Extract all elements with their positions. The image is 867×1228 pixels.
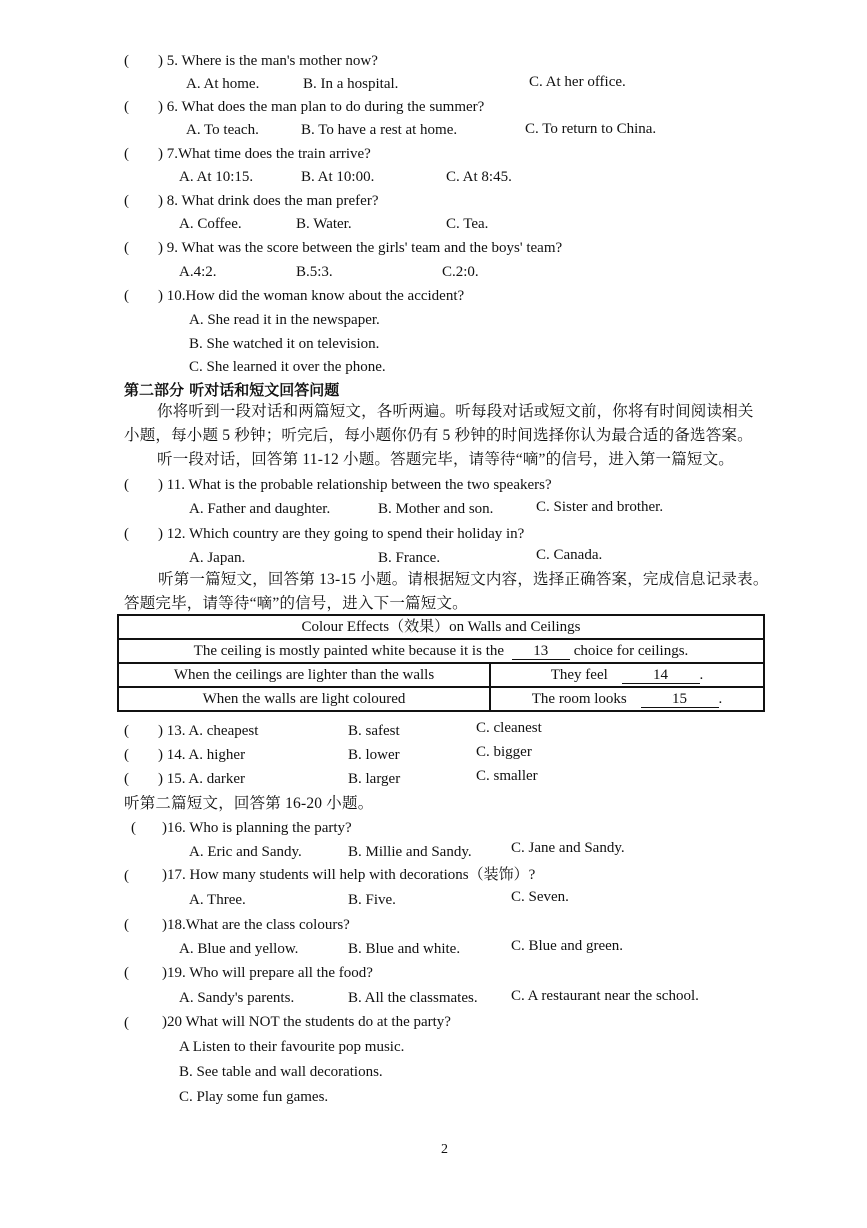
option-b: B. In a hospital. xyxy=(303,76,399,92)
option-c: C. She learned it over the phone. xyxy=(189,359,386,375)
table-cell-right xyxy=(490,687,764,711)
passage-1-instruction-1: 听第一篇短文，回答第 13-15 小题。请根据短文内容，选择正确答案，完成信息记录表。 xyxy=(158,571,769,588)
option-a: A. Japan. xyxy=(189,550,246,566)
blank-15: 15 xyxy=(641,692,719,708)
section-intro-line-3: 听一段对话，回答第 11-12 小题。答题完毕，请等待“嘀”的信号，进入第一篇短文。 xyxy=(157,451,734,468)
row-text: They feel xyxy=(550,667,608,683)
option-c: C.2:0. xyxy=(442,264,479,280)
question-stem: ) 11. What is the probable relationship between the two speakers? xyxy=(158,477,552,493)
question-stem: )16. Who is planning the party? xyxy=(162,820,352,836)
option-b: B.5:3. xyxy=(296,264,333,280)
option-b: B. She watched it on television. xyxy=(189,336,380,352)
option-b: B. safest xyxy=(348,723,400,739)
option-c: C. Canada. xyxy=(536,547,603,563)
passage-1-instruction-2: 答题完毕，请等待“嘀”的信号，进入下一篇短文。 xyxy=(124,595,468,612)
question-stem: )20 What will NOT the students do at the party? xyxy=(162,1014,451,1030)
table-row-ceiling xyxy=(118,639,764,663)
answer-paren: ( xyxy=(124,99,129,115)
option-a: A. Coffee. xyxy=(179,216,242,232)
option-c: C. bigger xyxy=(476,744,532,760)
option-b: B. lower xyxy=(348,747,400,763)
option-a: A. Father and daughter. xyxy=(189,501,331,517)
option-b: B. France. xyxy=(378,550,441,566)
row-text: The ceiling is mostly painted white because it is the xyxy=(193,643,505,659)
answer-paren: ( xyxy=(124,53,129,69)
option-a: A Listen to their favourite pop music. xyxy=(179,1039,405,1055)
question-stem: ) 14. A. higher xyxy=(158,747,246,763)
page-number: 2 xyxy=(441,1142,448,1157)
option-b: B. To have a rest at home. xyxy=(301,122,458,138)
option-b: B. larger xyxy=(348,771,401,787)
blank-13: 13 xyxy=(512,644,570,660)
option-c: C. Blue and green. xyxy=(511,938,624,954)
question-stem: ) 13. A. cheapest xyxy=(158,723,259,739)
option-b: B. Blue and white. xyxy=(348,941,461,957)
answer-paren: ( xyxy=(124,747,129,763)
question-stem: ) 5. Where is the man's mother now? xyxy=(158,53,378,69)
passage-2-instruction: 听第二篇短文，回答第 16-20 小题。 xyxy=(124,795,374,812)
question-stem: ) 10.How did the woman know about the accident? xyxy=(158,288,465,304)
option-b: B. Mother and son. xyxy=(378,501,494,517)
answer-paren: ( xyxy=(124,1015,129,1031)
answer-paren: ( xyxy=(124,146,129,162)
option-c: C. Jane and Sandy. xyxy=(511,840,625,856)
question-stem: )17. How many students will help with decorations（装饰）? xyxy=(162,867,536,883)
table-cell-right xyxy=(490,663,764,687)
option-a: A.4:2. xyxy=(179,264,217,280)
answer-paren: ( xyxy=(124,526,129,542)
question-stem: ) 9. What was the score between the girls' team and the boys' team? xyxy=(158,240,563,256)
answer-paren: ( xyxy=(124,723,129,739)
answer-paren: ( xyxy=(131,820,136,836)
question-stem: )18.What are the class colours? xyxy=(162,917,350,933)
option-b: B. All the classmates. xyxy=(348,990,478,1006)
question-stem: ) 6. What does the man plan to do during the summer? xyxy=(158,99,485,115)
option-c: C. Play some fun games. xyxy=(179,1089,329,1105)
info-record-table xyxy=(117,614,765,712)
section-title: 第二部分 听对话和短文回答问题 xyxy=(124,381,340,399)
option-c: C. A restaurant near the school. xyxy=(511,988,699,1004)
question-stem: ) 15. A. darker xyxy=(158,771,246,787)
answer-paren: ( xyxy=(124,965,129,981)
option-a: A. Blue and yellow. xyxy=(179,941,299,957)
answer-paren: ( xyxy=(124,193,129,209)
option-b: B. Millie and Sandy. xyxy=(348,844,472,860)
question-stem: )19. Who will prepare all the food? xyxy=(162,965,373,981)
table-cell-left: When the walls are light coloured xyxy=(118,687,490,711)
option-a: A. At home. xyxy=(186,76,260,92)
option-b: B. Water. xyxy=(296,216,352,232)
row-text: choice for ceilings. xyxy=(573,643,689,659)
row-text: . xyxy=(718,691,723,707)
table-title: Colour Effects（效果）on Walls and Ceilings xyxy=(118,615,764,639)
option-b: B. At 10:00. xyxy=(301,169,375,185)
question-stem: ) 12. Which country are they going to spend their holiday in? xyxy=(158,526,525,542)
option-c: C. Sister and brother. xyxy=(536,499,664,515)
option-a: A. Sandy's parents. xyxy=(179,990,295,1006)
blank-14: 14 xyxy=(622,668,700,684)
option-a: A. At 10:15. xyxy=(179,169,254,185)
answer-paren: ( xyxy=(124,917,129,933)
option-a: A. To teach. xyxy=(186,122,259,138)
option-c: C. Tea. xyxy=(446,216,489,232)
option-b: B. Five. xyxy=(348,892,396,908)
answer-paren: ( xyxy=(124,288,129,304)
option-a: A. Three. xyxy=(189,892,246,908)
section-intro-line-2: 小题，每小题 5 秒钟；听完后，每小题你仍有 5 秒钟的时间选择你认为最合适的备选答案。 xyxy=(124,427,753,444)
option-c: C. At her office. xyxy=(529,74,626,90)
answer-paren: ( xyxy=(124,477,129,493)
option-c: C. To return to China. xyxy=(525,121,657,137)
question-stem: ) 8. What drink does the man prefer? xyxy=(158,193,379,209)
option-c: C. At 8:45. xyxy=(446,169,512,185)
answer-paren: ( xyxy=(124,240,129,256)
option-b: B. See table and wall decorations. xyxy=(179,1064,383,1080)
section-intro-line-1: 你将听到一段对话和两篇短文，各听两遍。听每段对话或短文前，你将有时间阅读相关 xyxy=(157,403,754,420)
option-c: C. smaller xyxy=(476,768,538,784)
answer-paren: ( xyxy=(124,771,129,787)
option-a: A. Eric and Sandy. xyxy=(189,844,302,860)
row-text: . xyxy=(699,667,704,683)
option-c: C. cleanest xyxy=(476,720,542,736)
answer-paren: ( xyxy=(124,868,129,884)
question-stem: ) 7.What time does the train arrive? xyxy=(158,146,371,162)
row-text: The room looks xyxy=(531,691,627,707)
option-c: C. Seven. xyxy=(511,889,569,905)
option-a: A. She read it in the newspaper. xyxy=(189,312,380,328)
table-cell-left: When the ceilings are lighter than the walls xyxy=(118,663,490,687)
